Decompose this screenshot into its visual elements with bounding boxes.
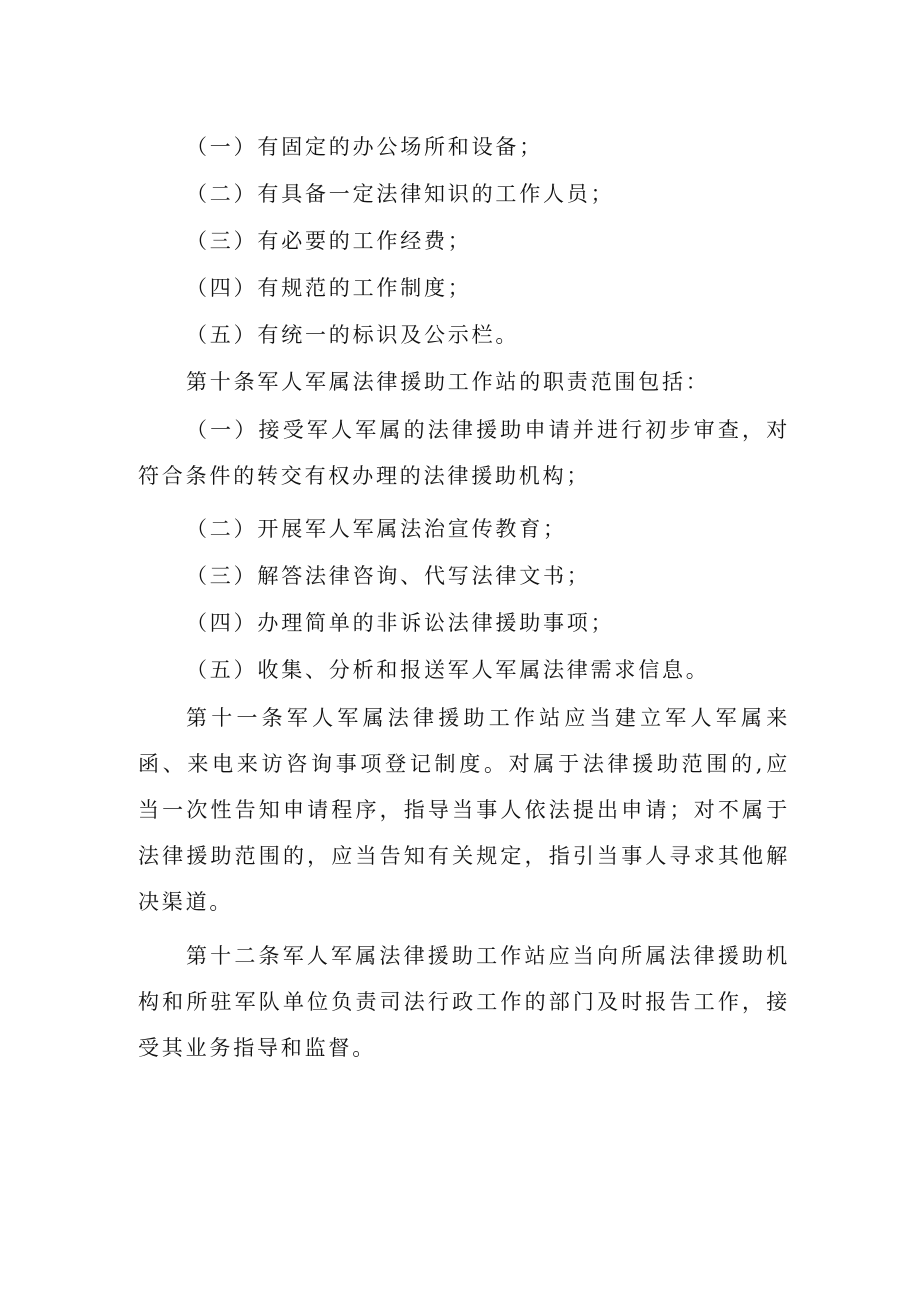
paragraph-article-11: 第十一条军人军属法律援助工作站应当建立军人军属来函、来电来访咨询事项登记制度。对属于法律援助范围的,应当一次性告知申请程序，指导当事人依法提出申请；对不属于法律援助范围的，应当告知有关规定，指引当事人寻求其他解决渠道。 bbox=[138, 706, 790, 914]
paragraph-condition-3: （三）有必要的工作经费； bbox=[186, 229, 472, 253]
paragraph-article-12: 第十二条军人军属法律援助工作站应当向所属法律援助机构和所驻军队单位负责司法行政工作的部门及时报告工作，接受其业务指导和监督。 bbox=[138, 944, 790, 1060]
paragraph-condition-5: （五）有统一的标识及公示栏。 bbox=[186, 323, 520, 347]
paragraph-duty-1: （一）接受军人军属的法律援助申请并进行初步审查，对符合条件的转交有权办理的法律援助机构； bbox=[138, 418, 790, 488]
document-body bbox=[138, 125, 790, 1079]
paragraph-condition-2: （二）有具备一定法律知识的工作人员； bbox=[186, 182, 615, 206]
paragraph-condition-4: （四）有规范的工作制度； bbox=[186, 276, 472, 300]
paragraph-duty-4: （四）办理简单的非诉讼法律援助事项； bbox=[186, 611, 615, 635]
paragraph-duty-2: （二）开展军人军属法治宣传教育； bbox=[186, 517, 567, 541]
paragraph-duty-3: （三）解答法律咨询、代写法律文书； bbox=[186, 564, 591, 588]
paragraph-article-10: 第十条军人军属法律援助工作站的职责范围包括： bbox=[186, 370, 710, 394]
paragraph-duty-5: （五）收集、分析和报送军人军属法律需求信息。 bbox=[186, 658, 710, 682]
paragraph-condition-1: （一）有固定的办公场所和设备； bbox=[186, 135, 543, 159]
